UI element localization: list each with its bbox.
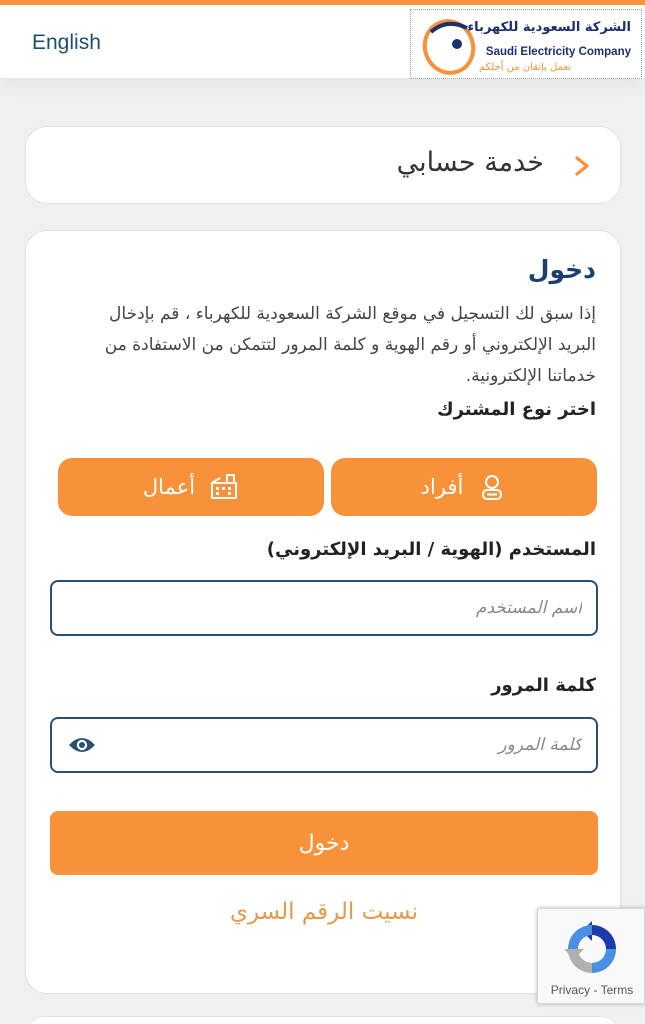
service-breadcrumb-card[interactable] [25, 126, 621, 204]
recaptcha-badge[interactable] [537, 908, 645, 1004]
business-type-button[interactable] [58, 458, 324, 516]
login-submit-button[interactable]: دخول [50, 811, 598, 875]
individuals-type-label: أفراد [420, 475, 464, 499]
company-tagline: نعمل بإتقان من أجلكم [479, 62, 571, 73]
site-header [0, 0, 645, 78]
recaptcha-logo-icon [562, 919, 622, 979]
chevron-right-icon[interactable] [574, 155, 590, 177]
breadcrumb-title: خدمة حسابي [396, 147, 544, 178]
company-logo[interactable] [410, 9, 642, 79]
username-label: المستخدم (الهوية / البريد الإلكتروني) [266, 539, 596, 560]
recaptcha-privacy-link[interactable]: Privacy [550, 983, 591, 997]
recaptcha-links [538, 983, 645, 997]
building-icon [209, 472, 239, 502]
password-input[interactable] [112, 719, 582, 771]
login-description: إذا سبق لك التسجيل في موقع الشركة السعودية للكهرباء ، قم بإدخال البريد الإلكتروني أو رقم الهوية و كلمة المرور لتتمكن من الاستفادة من خدماتنا الإلكترونية. [104, 304, 596, 386]
login-title: دخول [527, 255, 596, 284]
company-name-english: Saudi Electricity Company [485, 46, 631, 58]
username-input[interactable] [66, 582, 582, 634]
individuals-type-button[interactable] [331, 458, 597, 516]
forgot-password-link[interactable]: نسيت الرقم السري [229, 899, 419, 925]
company-name-arabic: الشركة السعودية للكهرباء [467, 20, 631, 35]
password-label: كلمة المرور [491, 675, 596, 696]
subscriber-type-label: اختر نوع المشترك [437, 399, 596, 420]
eye-icon[interactable] [68, 734, 96, 756]
username-field-box [50, 580, 598, 636]
password-field-box [50, 717, 598, 773]
next-section-card [25, 1016, 621, 1024]
person-icon [477, 472, 507, 502]
recaptcha-separator: - [590, 983, 601, 997]
business-type-label: أعمال [142, 475, 196, 499]
login-card [25, 230, 621, 994]
language-switch-link[interactable]: English [32, 31, 101, 54]
recaptcha-terms-link[interactable]: Terms [600, 983, 634, 997]
